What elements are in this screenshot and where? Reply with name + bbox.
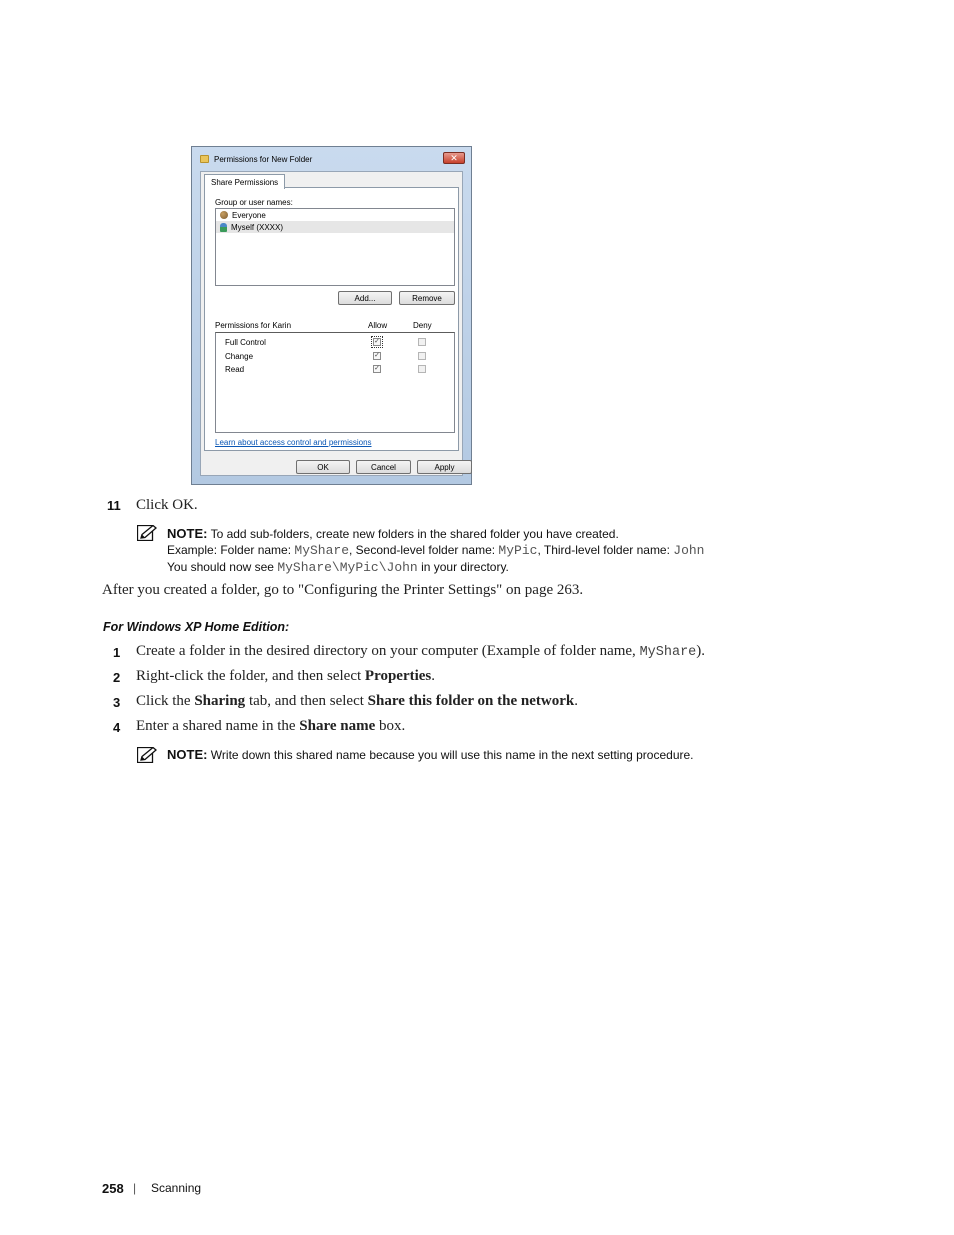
step-text-part: . [193, 497, 198, 513]
permission-name: Change [225, 351, 254, 361]
deny-header: Deny [413, 321, 432, 330]
note-text: , Second-level folder name: [349, 543, 499, 557]
folder-name-code: John [673, 543, 705, 558]
allow-checkbox[interactable]: ✓ [374, 352, 380, 359]
paragraph: After you created a folder, go to "Configuring the Printer Settings" on page 263. [102, 582, 584, 598]
folder-name-code: MyShare [639, 645, 697, 660]
note-text: Example: Folder name: [167, 543, 295, 557]
step-text-part: tab, and then select [245, 693, 368, 709]
folder-name-code: MyShare [294, 543, 349, 558]
permission-name: Read [225, 364, 245, 374]
ok-button[interactable]: OK [296, 460, 350, 474]
step-text-part: Share name [299, 718, 376, 734]
page-number: 258 [102, 1181, 124, 1196]
step-text [136, 718, 405, 735]
step-text [136, 668, 435, 685]
dialog-titlebar [200, 153, 312, 165]
permissions-dialog [191, 146, 472, 485]
step-text-part: Share this folder on the network [367, 693, 575, 709]
step-text-part: Sharing [194, 693, 246, 709]
tab-share-permissions[interactable]: Share Permissions [204, 174, 285, 189]
permission-row [225, 363, 244, 375]
section-heading: For Windows XP Home Edition: [103, 620, 290, 634]
note-keyword: NOTE: [167, 526, 208, 541]
note-line [167, 543, 705, 558]
note-text: You should now see [167, 560, 278, 574]
folder-icon [200, 155, 209, 163]
note-keyword: NOTE: [167, 747, 208, 762]
user-name: Everyone [232, 210, 266, 220]
step-text-part: Enter a shared name in the [136, 718, 300, 734]
step-text-part: Properties [364, 668, 432, 684]
step-number: 3 [113, 695, 121, 710]
note-text: , Third-level folder name: [537, 543, 674, 557]
user-list[interactable] [215, 208, 455, 286]
pencil-note-icon [137, 747, 157, 763]
list-item[interactable] [216, 209, 454, 221]
user-icon [220, 223, 227, 232]
footer-section: Scanning [151, 1181, 202, 1195]
step-text-part: ). [696, 643, 706, 659]
step-number: 11 [107, 498, 121, 513]
list-item[interactable] [216, 221, 454, 233]
learn-more-link[interactable]: Learn about access control and permissions [215, 438, 372, 447]
permission-name: Full Control [225, 337, 266, 347]
cancel-button[interactable]: Cancel [356, 460, 411, 474]
group-icon [220, 211, 228, 219]
remove-button[interactable]: Remove [399, 291, 455, 305]
dialog-title: Permissions for New Folder [214, 154, 313, 164]
note-text: To add sub-folders, create new folders in the shared folder you have created. [210, 527, 619, 541]
step-number: 1 [113, 645, 121, 660]
step-text-part: OK [172, 497, 194, 513]
permissions-list [215, 332, 455, 433]
folder-name-code: MyPic [498, 543, 538, 558]
note-text: Write down this shared name because you will use this name in the next setting procedure. [210, 748, 694, 762]
pencil-note-icon [137, 525, 157, 541]
permissions-label: Permissions for Karin [215, 321, 292, 330]
step-text-part: Right-click the folder, and then select [136, 668, 365, 684]
step-text-part: Click the [136, 693, 195, 709]
step-text [136, 693, 578, 710]
add-button[interactable]: Add... [338, 291, 392, 305]
dialog-body [200, 171, 463, 476]
permission-row [225, 336, 266, 348]
note-line [167, 747, 694, 762]
deny-checkbox[interactable] [418, 352, 426, 360]
allow-checkbox[interactable]: ✓ [374, 365, 380, 372]
note-line [167, 526, 619, 541]
allow-header: Allow [368, 321, 388, 330]
permission-row [225, 350, 253, 362]
path-code: MyShare\MyPic\John [277, 560, 418, 575]
group-label: Group or user names: [215, 198, 293, 207]
step-text-part: box. [375, 718, 406, 734]
footer-separator: | [133, 1181, 137, 1195]
apply-button[interactable]: Apply [417, 460, 472, 474]
deny-checkbox[interactable] [418, 365, 426, 373]
step-text-part: . [574, 693, 578, 709]
step-number: 2 [113, 670, 121, 685]
step-text [136, 643, 705, 660]
note-text: in your directory. [417, 560, 509, 574]
allow-checkbox[interactable]: ✓ [374, 338, 380, 345]
deny-checkbox[interactable] [418, 338, 426, 346]
close-button[interactable]: ✕ [443, 152, 465, 164]
note-line [167, 560, 509, 575]
tab-panel [204, 187, 459, 451]
step-text-part: Create a folder in the desired directory on your computer (Example of folder name, [136, 643, 640, 659]
step-text [136, 497, 198, 514]
user-name: Myself (XXXX) [231, 222, 284, 232]
step-text-part: Click [136, 497, 173, 513]
step-text-part: . [431, 668, 436, 684]
step-number: 4 [113, 720, 121, 735]
